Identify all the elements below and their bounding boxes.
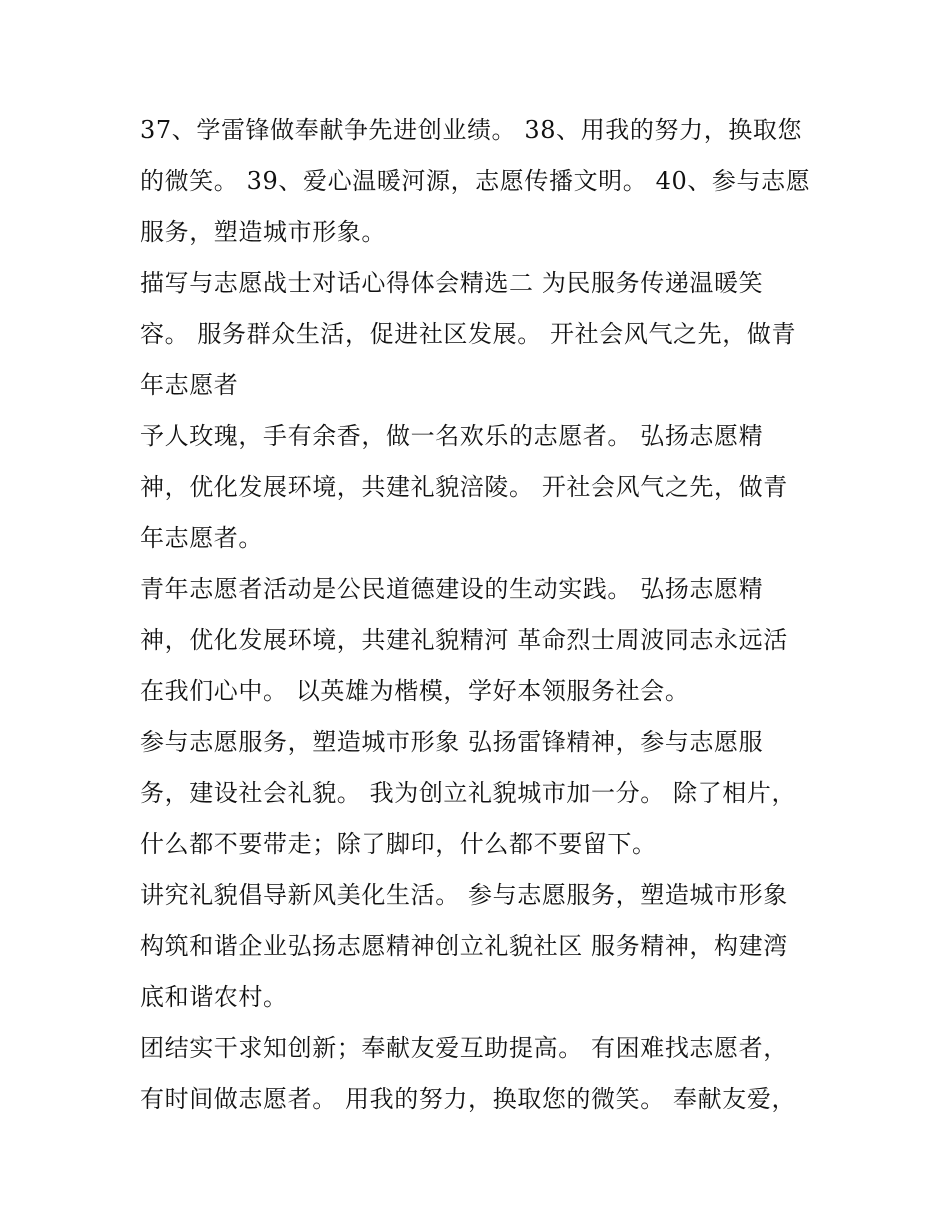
text-line: 神，优化发展环境，共建礼貌涪陵。 开社会风气之先，做青 [140,473,788,501]
text-line: 的微笑。 39、爱心温暖河源，志愿传播文明。 40、参与志愿 [140,167,811,195]
text-line: 容。 服务群众生活，促进社区发展。 开社会风气之先，做青 [140,320,797,348]
text-line: 年志愿者 [140,371,239,399]
text-line: 务，建设社会礼貌。 我为创立礼貌城市加一分。 除了相片， [140,779,797,807]
text-line: 构筑和谐企业弘扬志愿精神创立礼貌社区 服务精神，构建湾 [140,932,788,960]
text-line: 参与志愿服务，塑造城市形象 弘扬雷锋精神，参与志愿服 [140,728,764,756]
text-line: 有时间做志愿者。 用我的努力，换取您的微笑。 奉献友爱， [140,1085,797,1113]
text-line: 什么都不要带走；除了脚印，什么都不要留下。 [140,830,657,858]
text-line: 37、学雷锋做奉献争先进创业绩。 38、用我的努力，换取您 [140,116,803,144]
text-line: 年志愿者。 [140,524,263,552]
text-line: 底和谐农村。 [140,983,288,1011]
text-line: 描写与志愿战士对话心得体会精选二 为民服务传递温暖笑 [140,269,764,297]
text-line: 在我们心中。 以英雄为楷模，学好本领服务社会。 [140,677,690,705]
text-line: 服务，塑造城市形象。 [140,218,386,246]
document-body [140,105,810,1125]
text-line: 讲究礼貌倡导新风美化生活。 参与志愿服务，塑造城市形象 [140,881,788,909]
text-line: 青年志愿者活动是公民道德建设的生动实践。 弘扬志愿精 [140,575,764,603]
text-line: 团结实干求知创新；奉献友爱互助提高。 有困难找志愿者， [140,1034,788,1062]
text-line: 神，优化发展环境，共建礼貌精河 革命烈士周波同志永远活 [140,626,788,654]
text-line: 予人玫瑰，手有余香，做一名欢乐的志愿者。 弘扬志愿精 [140,422,764,450]
